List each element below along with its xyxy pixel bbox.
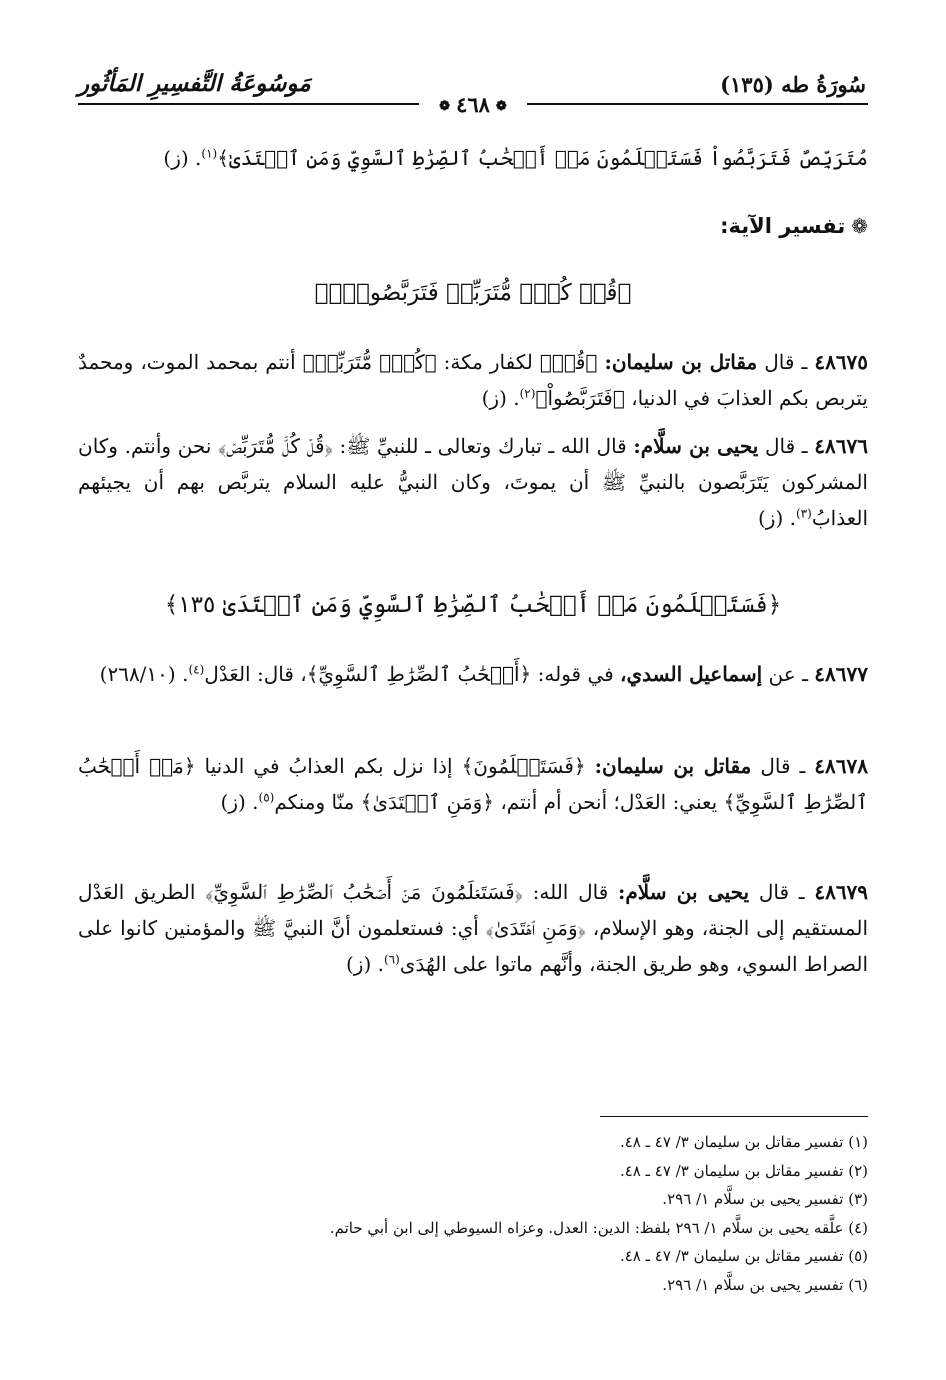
entry-number: ٤٨٦٧٧ <box>814 662 868 686</box>
ornament-icon: ❁ <box>439 99 451 114</box>
entry-48675 <box>78 344 868 416</box>
footnote-item: (٦) تفسير يحيى بن سلَّام ١/ ٢٩٦. <box>662 1275 868 1294</box>
footnote-item: (٢) تفسير مقاتل بن سليمان ٣/ ٤٧ ـ ٤٨. <box>619 1161 868 1180</box>
footnote-item: (١) تفسير مقاتل بن سليمان ٣/ ٤٧ ـ ٤٨. <box>619 1133 868 1151</box>
footnote-ref: (٥) <box>258 790 275 805</box>
entry-text: ﴿قُلۡ﴾ لكفار مكة: ﴿كُلّٞ مُّتَرَبِّصٞ﴾ أنتم بمحمد الموت، ومحمدٌ يتربص بكم العذابَ في الدنيا، ﴿فَتَرَبَّصُواْ﴾ <box>78 350 868 410</box>
entry-text: قال الله ـ تبارك وتعالى ـ للنبيِّ ﷺ: ﴿قُلۡ كُلّٞ مُّتَرَبِّصٞ﴾ نحن وأنتم. وكان المشركون يَتَرَبَّصون بالنبيِّ ﷺ أن يموتَ، وكان النبيُّ عليه السلام يتربَّص بهم أن يجيئهم العذابُ <box>78 434 868 530</box>
running-header-book-title: مَوسُوعَةُ التَّفسِيرِ المَأثُور <box>78 70 311 97</box>
entry-48676 <box>78 428 868 536</box>
entry-48679 <box>78 874 868 982</box>
footnotes <box>330 1128 868 1299</box>
entry-lead: ـ قال <box>764 434 808 458</box>
entry-number: ٤٨٦٧٦ <box>814 434 868 458</box>
entry-text: قال الله: ﴿فَسَتَعۡلَمُونَ مَنۡ أَصۡحَٰبُ ٱلصِّرَٰطِ ٱلسَّوِيِّ﴾ الطريق العَدْل المستقيم إلى الجنة، وهو الإسلام، ﴿وَمَنِ ٱهۡتَدَىٰ﴾ أي: فستعلمون أنَّ النبيَّ ﷺ والمؤمنين كانوا على الصراط السوي، وهو طريق الجنة، وأنَّهم ماتوا على الهُدَى <box>78 880 868 976</box>
entry-number: ٤٨٦٧٥ <box>814 350 869 374</box>
footnote-ref: (١) <box>201 146 218 161</box>
entry-author: يحيى بن سلَّام: <box>633 434 759 458</box>
footnote-item: (٥) تفسير مقاتل بن سليمان ٣/ ٤٧ ـ ٤٨. <box>619 1247 868 1265</box>
entry-48677 <box>78 656 868 692</box>
intro-text: مُتَرَبِّصٌ فَتَرَبَّصُواْ فَسَتَعۡلَمُونَ مَنۡ أَصۡحَٰبُ ٱلصِّرَٰطِ ٱلسَّوِيِّ وَمَنِ ٱهۡتَدَىٰ﴾ <box>217 146 868 170</box>
entry-number: ٤٨٦٧٨ <box>814 754 869 778</box>
page-number: ٤٦٨ <box>456 92 490 117</box>
ayah-heading-2: ﴿فَسَتَعۡلَمُونَ مَنۡ أَصۡحَٰبُ ٱلصِّرَٰطِ ٱلسَّوِيِّ وَمَنِ ٱهۡتَدَىٰ ١٣٥﴾ <box>164 592 782 618</box>
intro-ayah-continuation <box>78 140 868 176</box>
flower-icon: ❁ <box>851 214 868 238</box>
footnote-item: (٤) علَّقه يحيى بن سلَّام ١/ ٢٩٦ بلفظ: الدين: العدل. وعزاه السيوطي إلى ابن أبي حاتم. <box>329 1218 868 1237</box>
ayah-heading-1: ﴿قُلۡ كُلّٞ مُّتَرَبِّصٞ فَتَرَبَّصُواْۖ﴾ <box>314 280 632 306</box>
entry-tail: . (ز) <box>481 386 520 410</box>
footnote-ref: (٤) <box>188 662 205 677</box>
page-number-box <box>419 92 527 117</box>
entry-text: في قوله: ﴿أَصۡحَٰبُ ٱلصِّرَٰطِ ٱلسَّوِيِّ﴾، قال: العَدْل <box>204 662 614 686</box>
entry-author: يحيى بن سلَّام: <box>618 880 750 904</box>
entry-number: ٤٨٦٧٩ <box>814 880 869 904</box>
entry-tail: . (ز) <box>758 506 796 530</box>
footnote-rule <box>600 1116 868 1117</box>
intro-tail: . (ز) <box>163 146 202 170</box>
entry-text: ﴿فَسَتَعۡلَمُونَ﴾ إذا نزل بكم العذابُ في الدنيا ﴿مَنۡ أَصۡحَٰبُ ٱلصِّرَٰطِ ٱلسَّوِيِّ﴾ يعني: العَدْل؛ أنحن أم أنتم، ﴿وَمَنِ ٱهۡتَدَىٰ﴾ منّا ومنكم <box>78 754 868 814</box>
entry-tail: . (ز) <box>345 952 384 976</box>
entry-lead: ـ عن <box>768 662 808 686</box>
footnote-ref: (٣) <box>795 506 812 521</box>
entry-author: مقاتل بن سليمان: <box>594 754 752 778</box>
footnote-item: (٣) تفسير يحيى بن سلَّام ١/ ٢٩٦. <box>662 1190 868 1208</box>
entry-lead: ـ قال <box>758 880 805 904</box>
section-title-text: تفسير الآية: <box>720 214 846 238</box>
page-number-wrap <box>0 92 946 117</box>
footnote-ref: (٦) <box>383 952 400 967</box>
entry-lead: ـ قال <box>760 754 806 778</box>
entry-author: إسماعيل السدي، <box>620 662 763 686</box>
entry-48678 <box>78 748 868 820</box>
entry-tail: . (٢٦٨/١٠) <box>99 662 189 686</box>
section-title <box>720 214 868 238</box>
running-header-surah: سُورَةُ طه (١٣٥) <box>720 72 866 97</box>
entry-author: مقاتل بن سليمان: <box>604 350 758 374</box>
footnote-ref: (٢) <box>519 386 536 401</box>
entry-tail: . (ز) <box>220 790 259 814</box>
ornament-icon: ❁ <box>495 99 507 114</box>
entry-lead: ـ قال <box>764 350 808 374</box>
